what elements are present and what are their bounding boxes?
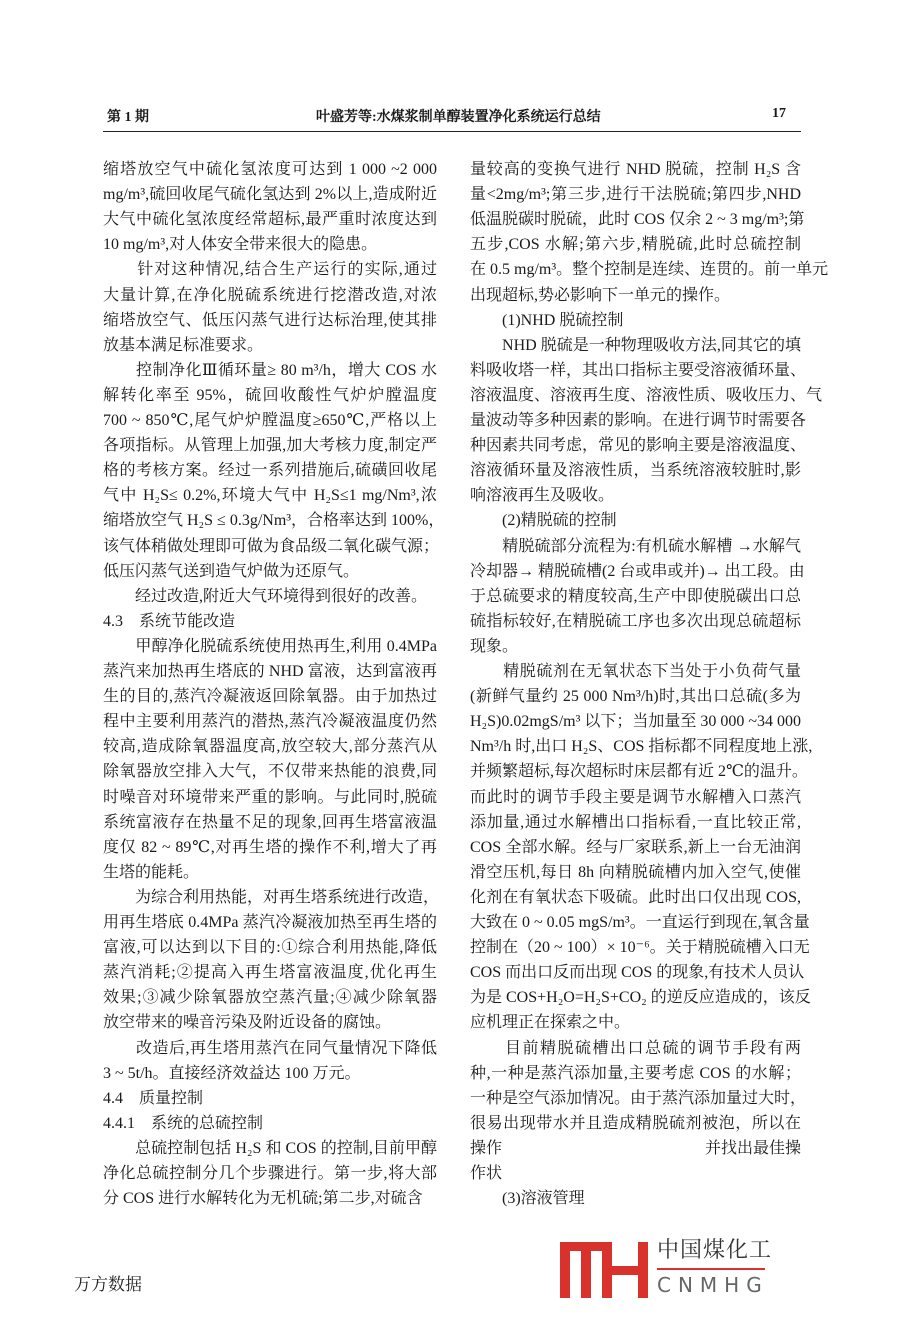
text-line: NHD 脱硫是一种物理吸收方法,同其它的填 bbox=[470, 336, 801, 354]
text-line: 溶液循环量及溶液性质，当系统溶液较脏时,影 bbox=[470, 462, 801, 480]
text-line: 甲醇净化脱硫系统使用热再生,利用 0.4MPa bbox=[103, 637, 437, 655]
text-line: 格的考核方案。经过一系列措施后,硫磺回收尾 bbox=[103, 462, 437, 480]
watermark-text-cn: 中国煤化工 bbox=[657, 1238, 773, 1263]
text-line: 五步,COS 水解;第六步,精脱硫,此时总硫控制 bbox=[470, 236, 801, 254]
text-line: 量较高的变换气进行 NHD 脱硫，控制 H₂S 含 bbox=[470, 161, 801, 178]
text-line: 总硫控制包括 H₂S 和 COS 的控制,目前甲醇 bbox=[103, 1139, 437, 1157]
watermark-logo bbox=[560, 1236, 775, 1300]
text-line: 低压闪蒸气送到造气炉做为还原气。 bbox=[103, 562, 360, 580]
text-line: 3 ~ 5t/h。直接经济效益达 100 万元。 bbox=[103, 1064, 361, 1082]
text-line: 为综合利用热能，对再生塔系统进行改造， bbox=[103, 888, 440, 906]
text-line: 解转化率至 95%，硫回收酸性气炉炉膛温度 bbox=[103, 386, 437, 404]
text-line: 应机理正在探索之中。 bbox=[470, 1014, 631, 1032]
running-title: 叶盛芳等:水煤浆制单醇装置净化系统运行总结 bbox=[316, 110, 601, 125]
text-line: Nm³/h 时,出口 H₂S、COS 指标都不同程度地上涨, bbox=[470, 738, 813, 756]
text-line: 冷却器→ 精脱硫槽(2 台或串或并)→ 出工段。由 bbox=[470, 562, 805, 580]
text-line: 生的目的,蒸汽冷凝液返回除氧器。由于加热过 bbox=[103, 688, 437, 706]
text-line: H₂S)0.02mgS/m³ 以下；当加量至 30 000 ~34 000 bbox=[470, 713, 802, 731]
text-line: 经过改造,附近大气环境得到很好的改善。 bbox=[103, 587, 428, 605]
text-line: 大量计算,在净化脱硫系统进行挖潜改造,对浓 bbox=[103, 286, 437, 304]
text-fragment: 操作 bbox=[470, 1139, 503, 1157]
text-line: 量波动等多种因素的影响。在进行调节时需要各 bbox=[470, 412, 807, 429]
text-line bbox=[470, 1136, 801, 1161]
text-line: 硫指标较好,在精脱硫工序也多次出现总硫超标 bbox=[470, 612, 801, 630]
text-line: 生塔的能耗。 bbox=[103, 863, 200, 881]
text-line: 放空带来的噪音污染及附近设备的腐蚀。 bbox=[103, 1014, 392, 1032]
header-rule bbox=[103, 131, 801, 132]
text-line: 该气体稍做处理即可做为食品级二氧化碳气源； bbox=[103, 537, 440, 555]
text-line: 4.4.1 系统的总硫控制 bbox=[103, 1114, 264, 1132]
footer-source: 万方数据 bbox=[74, 1275, 142, 1295]
text-line: 4.3 系统节能改造 bbox=[103, 612, 236, 630]
issue-number: 第 1 期 bbox=[107, 110, 149, 125]
text-line: 4.4 质量控制 bbox=[103, 1089, 204, 1107]
text-line: 目前精脱硫槽出口总硫的调节手段有两 bbox=[470, 1039, 801, 1057]
page-number: 17 bbox=[772, 106, 786, 121]
text-line: 很易出现带水并且造成精脱硫剂被泡，所以在 bbox=[470, 1114, 801, 1132]
text-line: 净化总硫控制分几个步骤进行。第一步,将大部 bbox=[103, 1165, 437, 1182]
text-line: 较高,造成除氧器温度高,放空较大,部分蒸汽从 bbox=[103, 738, 437, 756]
text-line: 低温脱碳时脱硫，此时 COS 仅余 2 ~ 3 mg/m³;第 bbox=[470, 211, 805, 229]
text-line: COS 而出口反而出现 COS 的现象,有技术人员认 bbox=[470, 964, 805, 982]
text-line: 种因素共同考虑，常见的影响主要是溶液温度、 bbox=[470, 437, 807, 455]
text-fragment: 并找出最佳操 bbox=[704, 1139, 801, 1157]
text-line: 精脱硫剂在无氧状态下当处于小负荷气量 bbox=[470, 663, 801, 680]
text-line: 缩塔放空气 H₂S ≤ 0.3g/Nm³，合格率达到 100%， bbox=[103, 512, 445, 530]
text-line: mg/m³,硫回收尾气硫化氢达到 2%以上,造成附近 bbox=[103, 186, 437, 204]
text-line: 缩塔放空气、低压闪蒸气进行达标治理,使其排 bbox=[103, 311, 437, 329]
text-line: 控制在（20 ~ 100）× 10⁻⁶。关于精脱硫槽入口无 bbox=[470, 939, 810, 957]
text-line: 添加量,通过水解槽出口指标看,一直比较正常, bbox=[470, 813, 801, 831]
text-line: 富液,可以达到以下目的:①综合利用热能,降低 bbox=[103, 939, 437, 957]
text-line: 料吸收塔一样，其出口指标主要受溶液循环量、 bbox=[470, 361, 807, 379]
text-line: 控制净化Ⅲ循环量≥ 80 m³/h，增大 COS 水 bbox=[103, 361, 437, 379]
text-line: 并频繁超标,每次超标时床层都有近 2℃的温升。 bbox=[470, 763, 808, 781]
text-line: 现象。 bbox=[470, 637, 519, 655]
text-line: 为是 COS+H₂O=H₂S+CO₂ 的逆反应造成的，该反 bbox=[470, 989, 811, 1007]
text-line: 缩塔放空气中硫化氢浓度可达到 1 000 ~2 000 bbox=[103, 161, 437, 178]
text-line: 在 0.5 mg/m³。整个控制是连续、连贯的。前一单元 bbox=[470, 261, 829, 279]
text-line: 除氧器放空排入大气，不仅带来热能的浪费,同 bbox=[103, 763, 437, 781]
text-line: 蒸汽来加热再生塔底的 NHD 富液，达到富液再 bbox=[103, 663, 437, 680]
text-line: 气中 H₂S≤ 0.2%,环境大气中 H₂S≤1 mg/Nm³,浓 bbox=[103, 487, 437, 505]
text-line: 滑空压机,每日 8h 向精脱硫槽内加入空气,使催 bbox=[470, 863, 801, 881]
text-line: 时噪音对环境带来严重的影响。与此同时,脱硫 bbox=[103, 788, 437, 806]
text-line: 程中主要利用蒸汽的潜热,蒸汽冷凝液温度仍然 bbox=[103, 713, 437, 731]
text-line: (3)溶液管理 bbox=[470, 1190, 585, 1208]
text-line: 改造后,再生塔用蒸汽在同气量情况下降低 bbox=[103, 1039, 437, 1057]
text-line: 分 COS 进行水解转化为无机硫;第二步,对硫含 bbox=[103, 1190, 423, 1208]
text-line: 量<2mg/m³;第三步,进行干法脱硫;第四步,NHD bbox=[470, 186, 801, 204]
cnmhg-logo-icon bbox=[560, 1236, 652, 1300]
text-line: 出现超标,势必影响下一单元的操作。 bbox=[470, 286, 731, 304]
text-line: (新鲜气量约 25 000 Nm³/h)时,其出口总硫(多为 bbox=[470, 688, 801, 706]
text-line: 化剂在有氧状态下吸硫。此时出口仅出现 COS, bbox=[470, 888, 801, 906]
text-line: 效果;③减少除氧器放空蒸汽量;④减少除氧器 bbox=[103, 989, 437, 1007]
text-line: COS 全部水解。经与厂家联系,新上一台无油润 bbox=[470, 838, 801, 856]
text-line: 一种是空气添加情况。由于蒸汽添加量过大时， bbox=[470, 1089, 807, 1107]
text-line: (1)NHD 脱硫控制 bbox=[470, 311, 624, 329]
text-line: 针对这种情况,结合生产运行的实际,通过 bbox=[103, 261, 437, 279]
text-line: 度仅 82 ~ 89℃,对再生塔的操作不利,增大了再 bbox=[103, 838, 437, 856]
watermark-underline bbox=[657, 1268, 765, 1270]
text-line: 700 ~ 850℃,尾气炉炉膛温度≥650℃,严格以上 bbox=[103, 412, 437, 429]
text-line: 大气中硫化氢浓度经常超标,最严重时浓度达到 bbox=[103, 211, 437, 229]
watermark-text-en: CNMHG bbox=[657, 1273, 769, 1297]
text-line: 10 mg/m³,对人体安全带来很大的隐患。 bbox=[103, 236, 378, 254]
text-line: 种,一种是蒸汽添加量,主要考虑 COS 的水解； bbox=[470, 1064, 801, 1082]
text-line: 作状 bbox=[470, 1165, 503, 1182]
text-line: 蒸汽消耗;②提高入再生塔富液温度,优化再生 bbox=[103, 964, 437, 982]
text-line: (2)精脱硫的控制 bbox=[470, 512, 617, 530]
text-line: 响溶液再生及吸收。 bbox=[470, 487, 615, 505]
text-line: 而此时的调节手段主要是调节水解槽入口蒸汽 bbox=[470, 788, 801, 806]
text-line: 各项指标。从管理上加强,加大考核力度,制定严 bbox=[103, 437, 437, 455]
text-line: 用再生塔底 0.4MPa 蒸汽冷凝液加热至再生塔的 bbox=[103, 914, 437, 931]
text-line: 系统富液存在热量不足的现象,回再生塔富液温 bbox=[103, 813, 437, 831]
text-line: 精脱硫部分流程为:有机硫水解槽 →水解气 bbox=[470, 537, 801, 555]
text-line: 大致在 0 ~ 0.05 mgS/m³。一直运行到现在,氧含量 bbox=[470, 914, 810, 931]
text-line: 于总硫要求的精度较高,生产中即使脱碳出口总 bbox=[470, 587, 801, 605]
text-line: 放基本满足标准要求。 bbox=[103, 336, 264, 354]
text-line: 溶液温度、溶液再生度、溶液性质、吸收压力、气 bbox=[470, 386, 823, 404]
